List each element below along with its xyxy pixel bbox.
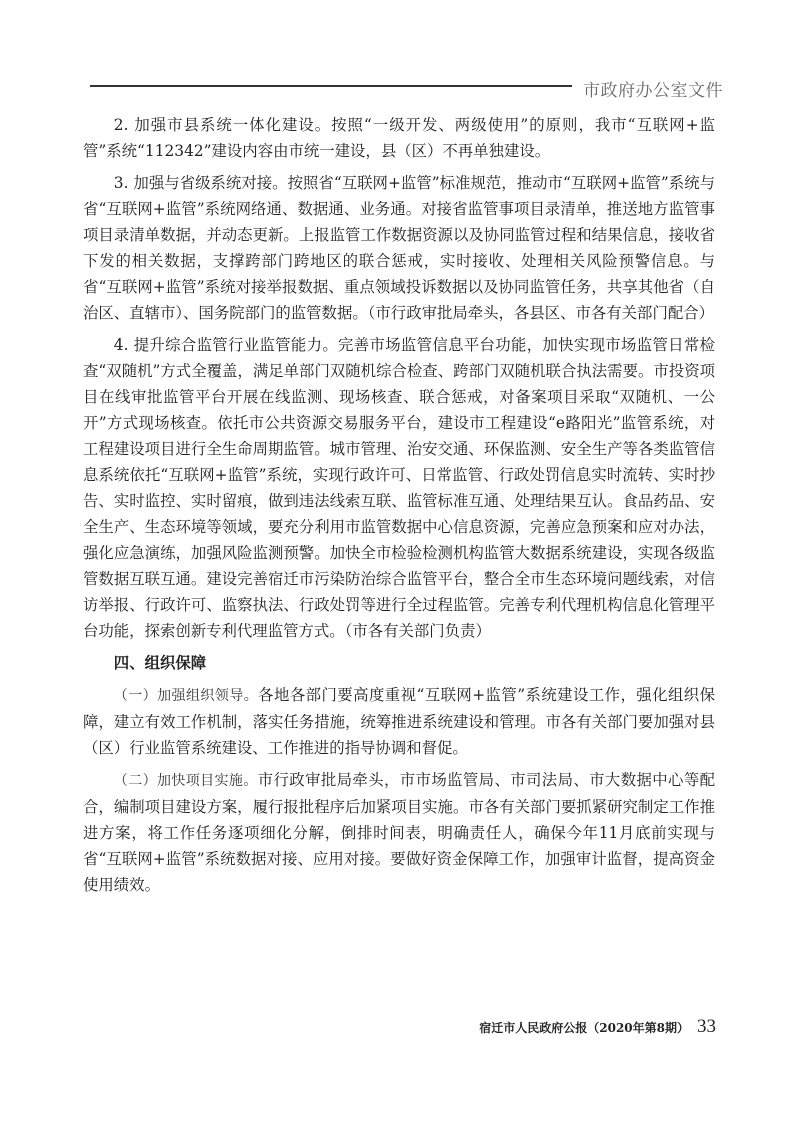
paragraph-sub-2 [83, 767, 715, 898]
header-title: 市政府办公室文件 [583, 81, 723, 101]
sub-1-lead: （一）加强组织领导。 [113, 688, 259, 704]
paragraph-sub-1 [83, 682, 715, 761]
sub-1-text: 各地各部门要高度重视“互联网+监管”系统建设工作，强化组织保障，建立有效工作机制，落实任务措施，统筹推进系统建设和管理。市各有关部门要加强对县（区）行业监管系统建设、工作推进的指导协调和督促。 [83, 686, 716, 757]
page-footer [479, 1016, 716, 1038]
sub-2-text: 市行政审批局牵头，市市场监管局、市司法局、市大数据中心等配合，编制项目建设方案，履行报批程序后加紧项目实施。市各有关部门要抓紧研究制定工作推进方案，将工作任务逐项细化分解，倒排时间表，明确责任人，确保今年11月底前实现与省“互联网+监管”系统数据对接、应用对接。要做好资金保障工作，加强审计监督，提高资金使用绩效。 [83, 771, 715, 894]
paragraph-item-2: 2. 加强市县系统一体化建设。按照“一级开发、两级使用”的原则，我市“互联网+监管”系统“112342”建设内容由市统一建设，县（区）不再单独建设。 [83, 116, 715, 160]
paragraph-item-4: 4. 提升综合监管行业监管能力。完善市场监管信息平台功能，加快实现市场监管日常检查“双随机”方式全覆盖，满足单部门双随机综合检查、跨部门双随机联合执法需要。市投资项目在线审批监管平台开展在线监测、现场核查、联合惩戒，对备案项目采取“双随机、一公开”方式现场核查。依托市公共资源交易服务平台，建设市工程建设“e路阳光”监管系统，对工程建设项目进行全生命周期监管。城市管理、治安交通、环保监测、安全生产等各类监管信息系统依托“互联网+监管”系统，实现行政许可、日常监管、行政处罚信息实时流转、实时抄告、实时监控、实时留痕，做到违法线索互联、监管标准互通、处理结果互认。食品药品、安全生产、生态环境等领域，要充分利用市监管数据中心信息资源，完善应急预案和应对办法，强化应急演练，加强风险监测预警。加快全市检验检测机构监管大数据系统建设，实现各级监管数据互联互通。建设完善宿迁市污染防治综合监管平台，整合全市生态环境问题线索，对信访举报、行政许可、监察执法、行政处罚等进行全过程监管。完善专利代理机构信息化管理平台功能，探索创新专利代理监管方式。（市各有关部门负责） [83, 336, 715, 640]
sub-2-lead: （二）加快项目实施。 [113, 773, 258, 789]
page-number: 33 [697, 1016, 716, 1037]
footer-publication: 宿迁市人民政府公报（2020年第8期） [479, 1021, 689, 1035]
section-heading-organization: 四、组织保障 [113, 654, 207, 672]
paragraph-item-3: 3. 加强与省级系统对接。按照省“互联网+监管”标准规范，推动市“互联网+监管”系统与省“互联网+监管”系统网络通、数据通、业务通。对接省监管事项目录清单，推送地方监管事项目录清单数据，并动态更新。上报监管工作数据资源以及协同监管过程和结果信息，接收省下发的相关数据，支撑跨部门跨地区的联合惩戒，实时接收、处理相关风险预警信息。与省“互联网+监管”系统对接举报数据、重点领域投诉数据以及协同监管任务，共享其他省（自治区、直辖市）、国务院部门的监管数据。（市行政审批局牵头，各县区、市各有关部门配合） [83, 174, 715, 322]
header-rule [90, 85, 572, 87]
document-body [83, 112, 715, 898]
